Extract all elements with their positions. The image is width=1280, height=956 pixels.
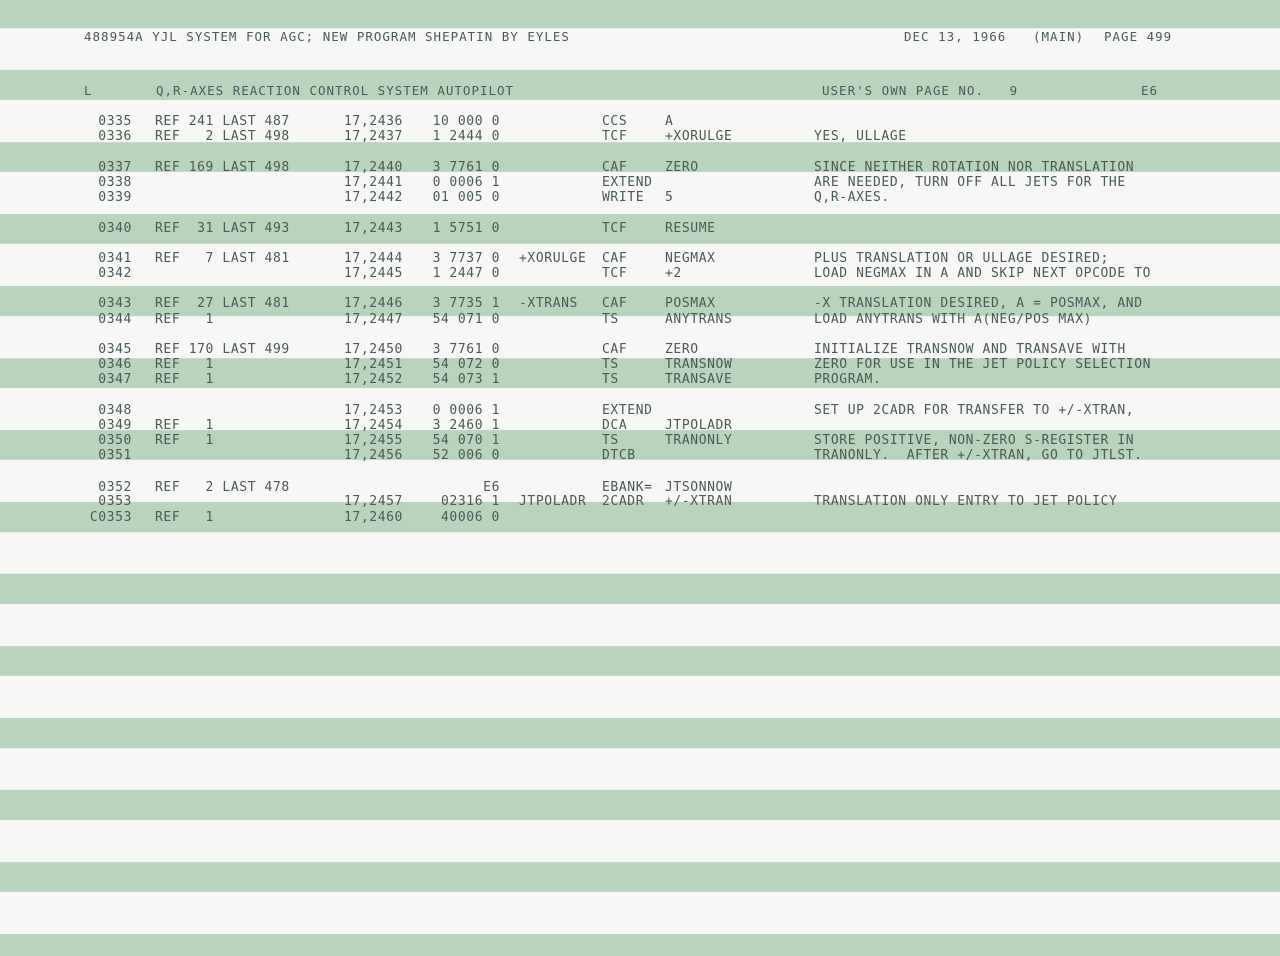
comment: SINCE NEITHER ROTATION NOR TRANSLATION xyxy=(814,160,1135,175)
address: 17,2453 xyxy=(344,403,403,418)
comment: SET UP 2CADR FOR TRANSFER TO +/-XTRAN, xyxy=(814,403,1135,418)
octal-code: 54 072 0 xyxy=(432,357,500,372)
line-number: 0353 xyxy=(98,494,132,509)
ref-info: REF 7 LAST 481 xyxy=(155,251,290,266)
operand: +XORULGE xyxy=(665,129,733,144)
address: 17,2460 xyxy=(344,510,403,525)
octal-code: 3 2460 1 xyxy=(432,418,500,433)
opcode: DCA xyxy=(602,418,628,433)
octal-code: 1 5751 0 xyxy=(432,221,500,236)
octal-code: 3 7737 0 xyxy=(432,251,500,266)
comment: INITIALIZE TRANSNOW AND TRANSAVE WITH xyxy=(814,342,1126,357)
operand: NEGMAX xyxy=(665,251,716,266)
opcode: CCS xyxy=(602,114,628,129)
operand: ANYTRANS xyxy=(665,312,733,327)
address: 17,2445 xyxy=(344,266,403,281)
log-marker: L xyxy=(84,83,93,98)
code-label: -XTRANS xyxy=(519,296,578,311)
comment: -X TRANSLATION DESIRED, A = POSMAX, AND xyxy=(814,296,1143,311)
opcode: WRITE xyxy=(602,190,645,205)
address: 17,2446 xyxy=(344,296,403,311)
octal-code: 52 006 0 xyxy=(432,448,500,463)
line-number: 0347 xyxy=(98,372,132,387)
line-number: 0340 xyxy=(98,221,132,236)
address: 17,2455 xyxy=(344,433,403,448)
header-title: 488954A YJL SYSTEM FOR AGC; NEW PROGRAM SHEPATIN BY EYLES xyxy=(84,29,570,44)
address: 17,2447 xyxy=(344,312,403,327)
octal-code: 54 073 1 xyxy=(432,372,500,387)
operand: TRANSNOW xyxy=(665,357,733,372)
operand: JTPOLADR xyxy=(665,418,733,433)
comment: TRANONLY. AFTER +/-XTRAN, GO TO JTLST. xyxy=(814,448,1143,463)
ref-info: REF 1 xyxy=(155,510,214,525)
header-section: (MAIN) xyxy=(1033,29,1085,44)
address: 17,2444 xyxy=(344,251,403,266)
line-number: 0343 xyxy=(98,296,132,311)
octal-code: 1 2447 0 xyxy=(432,266,500,281)
comment: YES, ULLAGE xyxy=(814,129,907,144)
ref-info: REF 1 xyxy=(155,418,214,433)
address: 17,2451 xyxy=(344,357,403,372)
user-page-number: USER'S OWN PAGE NO. 9 xyxy=(822,83,1019,98)
operand: ZERO xyxy=(665,342,699,357)
address: 17,2440 xyxy=(344,160,403,175)
operand: TRANSAVE xyxy=(665,372,733,387)
operand: ZERO xyxy=(665,160,699,175)
line-number: 0345 xyxy=(98,342,132,357)
ref-info: REF 2 LAST 478 xyxy=(155,480,290,495)
section-title: Q,R-AXES REACTION CONTROL SYSTEM AUTOPILOT xyxy=(156,83,515,98)
address: 17,2456 xyxy=(344,448,403,463)
octal-code: 1 2444 0 xyxy=(432,129,500,144)
address: 17,2436 xyxy=(344,114,403,129)
operand: +/-XTRAN xyxy=(665,494,733,509)
octal-code: 3 7761 0 xyxy=(432,342,500,357)
opcode: CAF xyxy=(602,296,628,311)
opcode: TCF xyxy=(602,129,628,144)
opcode: 2CADR xyxy=(602,494,645,509)
operand: +2 xyxy=(665,266,682,281)
address: 17,2437 xyxy=(344,129,403,144)
ref-info: REF 170 LAST 499 xyxy=(155,342,290,357)
opcode: EXTEND xyxy=(602,403,653,418)
comment: PROGRAM. xyxy=(814,372,882,387)
opcode: CAF xyxy=(602,342,628,357)
comment: LOAD ANYTRANS WITH A(NEG/POS MAX) xyxy=(814,312,1093,327)
ref-info: REF 1 xyxy=(155,357,214,372)
opcode: TS xyxy=(602,312,619,327)
operand: TRANONLY xyxy=(665,433,733,448)
octal-code: 0 0006 1 xyxy=(432,175,500,190)
opcode: TCF xyxy=(602,266,628,281)
comment: Q,R-AXES. xyxy=(814,190,890,205)
code-label: +XORULGE xyxy=(519,251,587,266)
octal-code: 40006 0 xyxy=(441,510,500,525)
comment: STORE POSITIVE, NON-ZERO S-REGISTER IN xyxy=(814,433,1135,448)
code-label: JTPOLADR xyxy=(519,494,587,509)
address: 17,2442 xyxy=(344,190,403,205)
header-page-number: PAGE 499 xyxy=(1104,29,1173,44)
line-number: 0339 xyxy=(98,190,132,205)
opcode: TS xyxy=(602,357,619,372)
line-number: 0335 xyxy=(98,114,132,129)
address: 17,2443 xyxy=(344,221,403,236)
opcode: EBANK= xyxy=(602,480,653,495)
address: 17,2450 xyxy=(344,342,403,357)
comment: ARE NEEDED, TURN OFF ALL JETS FOR THE xyxy=(814,175,1126,190)
ref-info: REF 31 LAST 493 xyxy=(155,221,290,236)
line-number: 0352 xyxy=(98,480,132,495)
line-number: 0341 xyxy=(98,251,132,266)
operand: A xyxy=(665,114,674,129)
opcode: TS xyxy=(602,372,619,387)
line-number: 0336 xyxy=(98,129,132,144)
opcode: CAF xyxy=(602,251,628,266)
ref-info: REF 1 xyxy=(155,433,214,448)
octal-code: 54 071 0 xyxy=(432,312,500,327)
opcode: DTCB xyxy=(602,448,636,463)
ref-info: REF 2 LAST 498 xyxy=(155,129,290,144)
address: 17,2452 xyxy=(344,372,403,387)
octal-code: 10 000 0 xyxy=(432,114,500,129)
comment: ZERO FOR USE IN THE JET POLICY SELECTION xyxy=(814,357,1152,372)
address: 17,2457 xyxy=(344,494,403,509)
line-number: 0346 xyxy=(98,357,132,372)
line-number: 0342 xyxy=(98,266,132,281)
operand: RESUME xyxy=(665,221,716,236)
comment: LOAD NEGMAX IN A AND SKIP NEXT OPCODE TO xyxy=(814,266,1152,281)
line-number: 0338 xyxy=(98,175,132,190)
erasable-bank: E6 xyxy=(1141,83,1159,98)
opcode: CAF xyxy=(602,160,628,175)
octal-code: E6 xyxy=(483,480,500,495)
opcode: EXTEND xyxy=(602,175,653,190)
ref-info: REF 169 LAST 498 xyxy=(155,160,290,175)
line-number: 0350 xyxy=(98,433,132,448)
octal-code: 54 070 1 xyxy=(432,433,500,448)
opcode: TCF xyxy=(602,221,628,236)
header-date: DEC 13, 1966 xyxy=(904,29,1007,44)
opcode: TS xyxy=(602,433,619,448)
octal-code: 0 0006 1 xyxy=(432,403,500,418)
line-number: 0351 xyxy=(98,448,132,463)
line-number: 0337 xyxy=(98,160,132,175)
ref-info: REF 27 LAST 481 xyxy=(155,296,290,311)
comment: PLUS TRANSLATION OR ULLAGE DESIRED; xyxy=(814,251,1109,266)
octal-code: 3 7735 1 xyxy=(432,296,500,311)
operand: JTSONNOW xyxy=(665,480,733,495)
address: 17,2454 xyxy=(344,418,403,433)
operand: POSMAX xyxy=(665,296,716,311)
operand: 5 xyxy=(665,190,674,205)
ref-info: REF 1 xyxy=(155,312,214,327)
line-number: 0348 xyxy=(98,403,132,418)
line-number: 0349 xyxy=(98,418,132,433)
ref-info: REF 241 LAST 487 xyxy=(155,114,290,129)
line-number: C0353 xyxy=(89,510,132,525)
comment: TRANSLATION ONLY ENTRY TO JET POLICY xyxy=(814,494,1118,509)
line-number: 0344 xyxy=(98,312,132,327)
ref-info: REF 1 xyxy=(155,372,214,387)
octal-code: 3 7761 0 xyxy=(432,160,500,175)
octal-code: 02316 1 xyxy=(441,494,500,509)
address: 17,2441 xyxy=(344,175,403,190)
octal-code: 01 005 0 xyxy=(432,190,500,205)
